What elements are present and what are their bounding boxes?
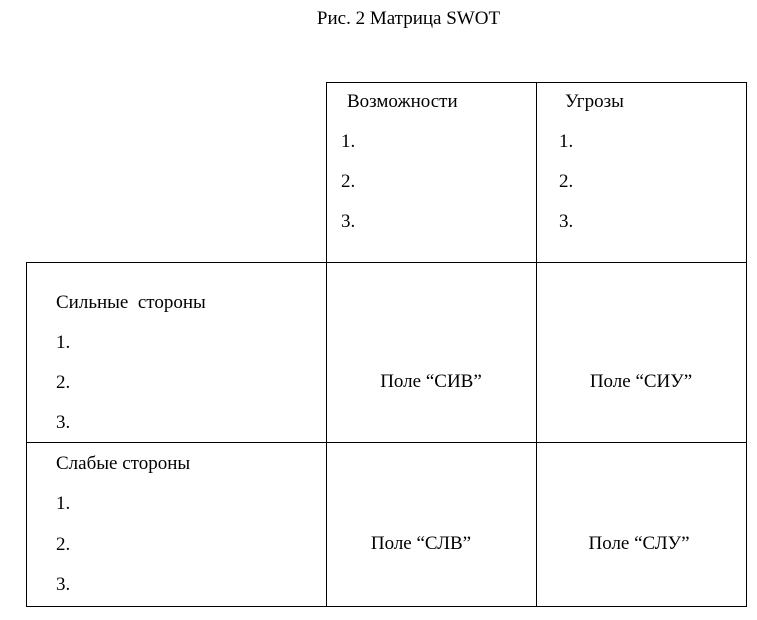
strengths-item-2: 2. — [56, 372, 71, 393]
opportunities-item-1: 1. — [341, 131, 356, 152]
field-siv: Поле “СИВ” — [380, 371, 482, 392]
grid-line — [26, 442, 747, 443]
weaknesses-item-3: 3. — [56, 574, 71, 595]
strengths-item-3: 3. — [56, 412, 71, 433]
figure-caption: Рис. 2 Матрица SWOT — [316, 8, 501, 29]
grid-line — [26, 606, 747, 607]
threats-item-2: 2. — [559, 171, 574, 192]
threats-title: Угрозы — [565, 91, 624, 112]
weaknesses-item-1: 1. — [56, 493, 71, 514]
grid-line — [26, 262, 747, 263]
field-siu: Поле “СИУ” — [589, 371, 693, 392]
opportunities-item-3: 3. — [341, 211, 356, 232]
strengths-title: Сильные стороны — [56, 292, 206, 313]
grid-line — [326, 82, 327, 607]
grid-line — [26, 262, 27, 607]
weaknesses-item-2: 2. — [56, 534, 71, 555]
field-slv: Поле “СЛВ” — [370, 533, 472, 554]
grid-line — [536, 82, 537, 607]
threats-item-3: 3. — [559, 211, 574, 232]
threats-item-1: 1. — [559, 131, 574, 152]
field-slu: Поле “СЛУ” — [588, 533, 690, 554]
weaknesses-title: Слабые стороны — [56, 453, 191, 474]
opportunities-title: Возможности — [347, 91, 458, 112]
strengths-item-1: 1. — [56, 332, 71, 353]
grid-line — [746, 82, 747, 607]
opportunities-item-2: 2. — [341, 171, 356, 192]
